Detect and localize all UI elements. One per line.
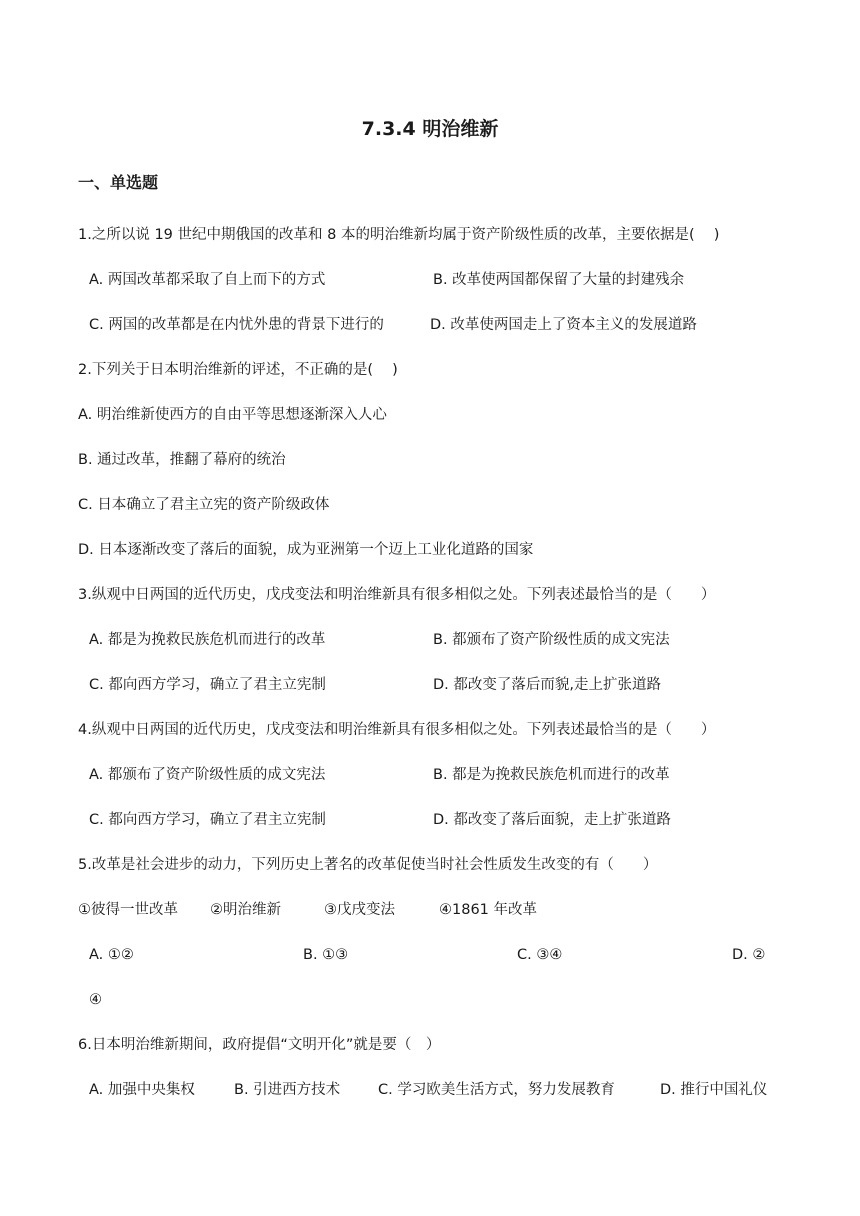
question-2-option-b[interactable]: B. 通过改革，推翻了幕府的统治	[78, 452, 286, 468]
question-3-stem: 3.纵观中日两国的近代历史，戊戌变法和明治维新具有很多相似之处。下列表述最恰当的是（ ）	[78, 587, 716, 603]
section-heading: 一、单选题	[78, 173, 159, 192]
question-3-option-a[interactable]: A. 都是为挽救民族危机而进行的改革	[89, 632, 326, 648]
question-3-option-b[interactable]: B. 都颁布了资产阶级性质的成文宪法	[433, 632, 670, 648]
question-5-option-d-wrap: ④	[89, 992, 102, 1008]
question-2-option-a[interactable]: A. 明治维新使西方的自由平等思想逐渐深入人心	[78, 407, 387, 423]
question-3-option-d[interactable]: D. 都改变了落后而貌,走上扩张道路	[433, 677, 661, 693]
question-5-item-3: ③戊戌变法	[324, 902, 395, 918]
question-2-stem: 2.下列关于日本明治维新的评述，不正确的是( )	[78, 362, 398, 378]
question-3-option-c[interactable]: C. 都向西方学习，确立了君主立宪制	[89, 677, 326, 693]
question-1-option-a[interactable]: A. 两国改革都采取了自上而下的方式	[89, 272, 326, 288]
question-6-stem: 6.日本明治维新期间，政府提倡“文明开化”就是要（ ）	[78, 1037, 441, 1053]
question-5-option-c[interactable]: C. ③④	[517, 947, 563, 963]
question-4-option-c[interactable]: C. 都向西方学习，确立了君主立宪制	[89, 812, 326, 828]
question-2-option-d[interactable]: D. 日本逐渐改变了落后的面貌，成为亚洲第一个迈上工业化道路的国家	[78, 542, 534, 558]
question-1-option-d[interactable]: D. 改革使两国走上了资本主义的发展道路	[430, 317, 697, 333]
question-6-option-a[interactable]: A. 加强中央集权	[89, 1082, 195, 1098]
document-title: 7.3.4 明治维新	[361, 118, 499, 140]
question-5-item-1: ①彼得一世改革	[78, 902, 178, 918]
question-5-option-d[interactable]: D. ②	[732, 947, 766, 963]
question-6-option-c[interactable]: C. 学习欧美生活方式，努力发展教育	[378, 1082, 615, 1098]
question-1-option-b[interactable]: B. 改革使两国都保留了大量的封建残余	[433, 272, 685, 288]
question-4-option-d[interactable]: D. 都改变了落后面貌，走上扩张道路	[433, 812, 671, 828]
question-5-item-4: ④1861 年改革	[439, 902, 538, 918]
question-2-option-c[interactable]: C. 日本确立了君主立宪的资产阶级政体	[78, 497, 330, 513]
question-5-option-a[interactable]: A. ①②	[89, 947, 134, 963]
question-1-stem: 1.之所以说 19 世纪中期俄国的改革和 8 本的明治维新均属于资产阶级性质的改革，主要依据是( )	[78, 227, 720, 243]
question-5-stem: 5.改革是社会进步的动力，下列历史上著名的改革促使当时社会性质发生改变的有（ ）	[78, 857, 658, 873]
question-6-option-b[interactable]: B. 引进西方技术	[234, 1082, 341, 1098]
question-1-option-c[interactable]: C. 两国的改革都是在内忧外患的背景下进行的	[89, 317, 384, 333]
question-4-option-a[interactable]: A. 都颁布了资产阶级性质的成文宪法	[89, 767, 326, 783]
question-6-option-d[interactable]: D. 推行中国礼仪	[660, 1082, 768, 1098]
question-4-stem: 4.纵观中日两国的近代历史，戊戌变法和明治维新具有很多相似之处。下列表述最恰当的是（ ）	[78, 722, 716, 738]
question-5-item-2: ②明治维新	[210, 902, 281, 918]
question-4-option-b[interactable]: B. 都是为挽救民族危机而进行的改革	[433, 767, 670, 783]
question-5-option-b[interactable]: B. ①③	[303, 947, 349, 963]
